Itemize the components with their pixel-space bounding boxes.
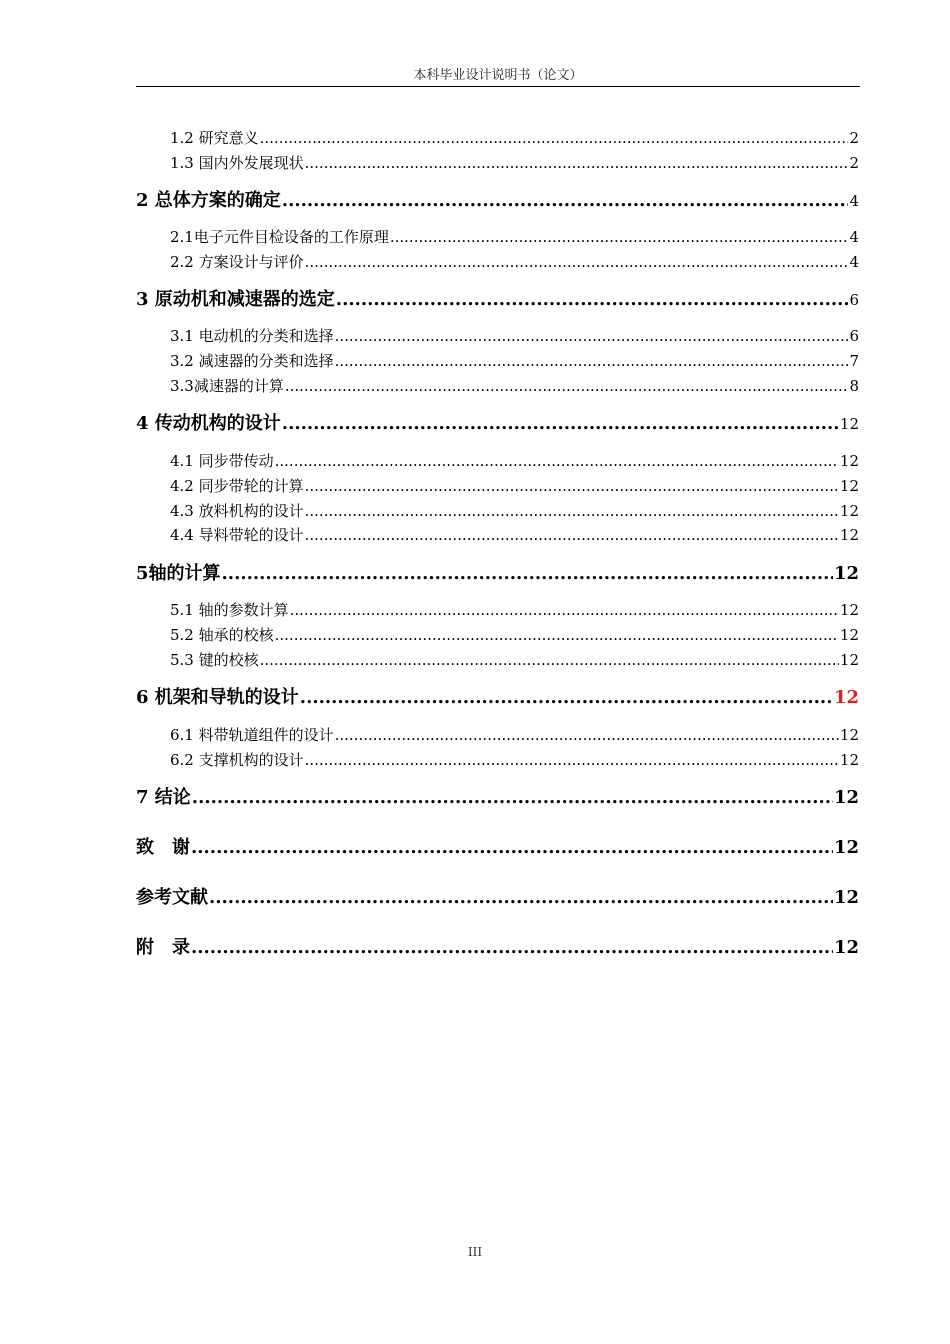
toc-chapter-title: 7 结论 <box>136 787 191 808</box>
toc-chapter-page: 12 <box>833 563 859 584</box>
toc-entry-title: 3.2 减速器的分类和选择 <box>170 352 334 370</box>
toc-chapter-page: 12 <box>833 887 859 908</box>
toc-acknowledgements[interactable] <box>136 835 859 861</box>
page-number: III <box>467 1245 483 1259</box>
toc-chapter-4[interactable] <box>136 411 859 437</box>
toc-leader-dots <box>282 188 849 214</box>
toc-entry-page: 4 <box>849 228 859 246</box>
toc-leader-dots <box>305 475 839 497</box>
toc-entry-page: 2 <box>849 129 859 147</box>
toc-chapter-title: 参考文献 <box>136 887 208 908</box>
toc-chapter-title: 致 谢 <box>136 837 190 858</box>
toc-entry-1-3[interactable] <box>170 152 859 174</box>
toc-entry-4-1[interactable] <box>170 450 859 472</box>
toc-leader-dots <box>305 500 839 522</box>
toc-leader-dots <box>390 226 849 248</box>
toc-leader-dots <box>335 325 849 347</box>
toc-entry-title: 5.1 轴的参数计算 <box>170 601 289 619</box>
toc-entry-6-1[interactable] <box>170 724 859 746</box>
toc-leader-dots <box>335 350 849 372</box>
toc-leader-dots <box>275 450 839 472</box>
toc-entry-title: 3.1 电动机的分类和选择 <box>170 327 334 345</box>
toc-entry-title: 1.2 研究意义 <box>170 129 259 147</box>
toc-chapter-title: 5轴的计算 <box>136 563 221 584</box>
toc-entry-page: 12 <box>839 601 859 619</box>
toc-chapter-page: 12 <box>833 787 859 808</box>
toc-entry-5-3[interactable] <box>170 649 859 671</box>
toc-chapter-page: 12 <box>839 415 859 433</box>
toc-entry-page: 2 <box>849 154 859 172</box>
toc-entry-3-2[interactable] <box>170 350 859 372</box>
toc-entry-5-1[interactable] <box>170 599 859 621</box>
toc-leader-dots <box>335 724 839 746</box>
toc-leader-dots <box>260 649 839 671</box>
toc-entry-title: 1.3 国内外发展现状 <box>170 154 304 172</box>
toc-references[interactable] <box>136 885 859 911</box>
toc-chapter-page: 6 <box>849 291 859 309</box>
toc-entry-page: 7 <box>849 352 859 370</box>
toc-entry-6-2[interactable] <box>170 749 859 771</box>
toc-chapter-2[interactable] <box>136 188 859 214</box>
toc-leader-dots <box>305 251 849 273</box>
toc-entry-4-4[interactable] <box>170 524 859 546</box>
toc-entry-page: 12 <box>839 452 859 470</box>
toc-leader-dots <box>260 127 849 149</box>
toc-entry-page: 8 <box>849 377 859 395</box>
toc-chapter-5[interactable] <box>136 561 859 587</box>
toc-leader-dots <box>222 561 833 587</box>
toc-chapter-title: 4 传动机构的设计 <box>136 413 281 434</box>
toc-leader-dots <box>191 835 833 861</box>
toc-chapter-page: 4 <box>849 192 859 210</box>
toc-entry-2-1[interactable] <box>170 226 859 248</box>
toc-entry-title: 5.2 轴承的校核 <box>170 626 274 644</box>
toc-leader-dots <box>336 287 849 313</box>
toc-leader-dots <box>285 375 849 397</box>
toc-entry-title: 4.4 导料带轮的设计 <box>170 526 304 544</box>
toc-entry-5-2[interactable] <box>170 624 859 646</box>
toc-leader-dots <box>209 885 833 911</box>
toc-entry-page: 4 <box>849 253 859 271</box>
page-header-title: 本科毕业设计说明书（论文） <box>413 68 583 83</box>
toc-entry-title: 5.3 键的校核 <box>170 651 259 669</box>
toc-entry-page: 12 <box>839 502 859 520</box>
toc-chapter-6[interactable] <box>136 685 859 711</box>
toc-chapter-title: 3 原动机和减速器的选定 <box>136 289 335 310</box>
toc-leader-dots <box>191 935 833 961</box>
toc-leader-dots <box>282 411 839 437</box>
toc-entry-title: 6.2 支撑机构的设计 <box>170 751 304 769</box>
toc-entry-2-2[interactable] <box>170 251 859 273</box>
toc-entry-title: 4.3 放料机构的设计 <box>170 502 304 520</box>
toc-leader-dots <box>300 685 833 711</box>
toc-entry-3-3[interactable] <box>170 375 859 397</box>
toc-entry-page: 12 <box>839 751 859 769</box>
toc-chapter-title: 2 总体方案的确定 <box>136 190 281 211</box>
toc-entry-3-1[interactable] <box>170 325 859 347</box>
toc-entry-title: 2.2 方案设计与评价 <box>170 253 304 271</box>
toc-entry-page: 6 <box>849 327 859 345</box>
toc-entry-1-2[interactable] <box>170 127 859 149</box>
toc-entry-page: 12 <box>839 626 859 644</box>
toc-entry-title: 4.2 同步带轮的计算 <box>170 477 304 495</box>
toc-leader-dots <box>305 524 839 546</box>
toc-entry-4-3[interactable] <box>170 500 859 522</box>
toc-chapter-7[interactable] <box>136 785 859 811</box>
toc-chapter-3[interactable] <box>136 287 859 313</box>
toc-chapter-page: 12 <box>833 937 859 958</box>
toc-leader-dots <box>290 599 839 621</box>
toc-chapter-page-highlighted: 12 <box>833 687 859 708</box>
toc-entry-title: 6.1 料带轨道组件的设计 <box>170 726 334 744</box>
toc-entry-page: 12 <box>839 477 859 495</box>
toc-leader-dots <box>305 749 839 771</box>
toc-entry-title: 4.1 同步带传动 <box>170 452 274 470</box>
toc-leader-dots <box>305 152 849 174</box>
toc-leader-dots <box>275 624 839 646</box>
toc-entry-page: 12 <box>839 726 859 744</box>
toc-entry-page: 12 <box>839 651 859 669</box>
toc-leader-dots <box>192 785 833 811</box>
toc-entry-title: 2.1电子元件目检设备的工作原理 <box>170 228 389 246</box>
toc-entry-4-2[interactable] <box>170 475 859 497</box>
toc-chapter-page: 12 <box>833 837 859 858</box>
toc-chapter-title: 附 录 <box>136 937 190 958</box>
toc-entry-page: 12 <box>839 526 859 544</box>
toc-chapter-title: 6 机架和导轨的设计 <box>136 687 299 708</box>
toc-appendix[interactable] <box>136 935 859 961</box>
toc-entry-title: 3.3减速器的计算 <box>170 377 284 395</box>
